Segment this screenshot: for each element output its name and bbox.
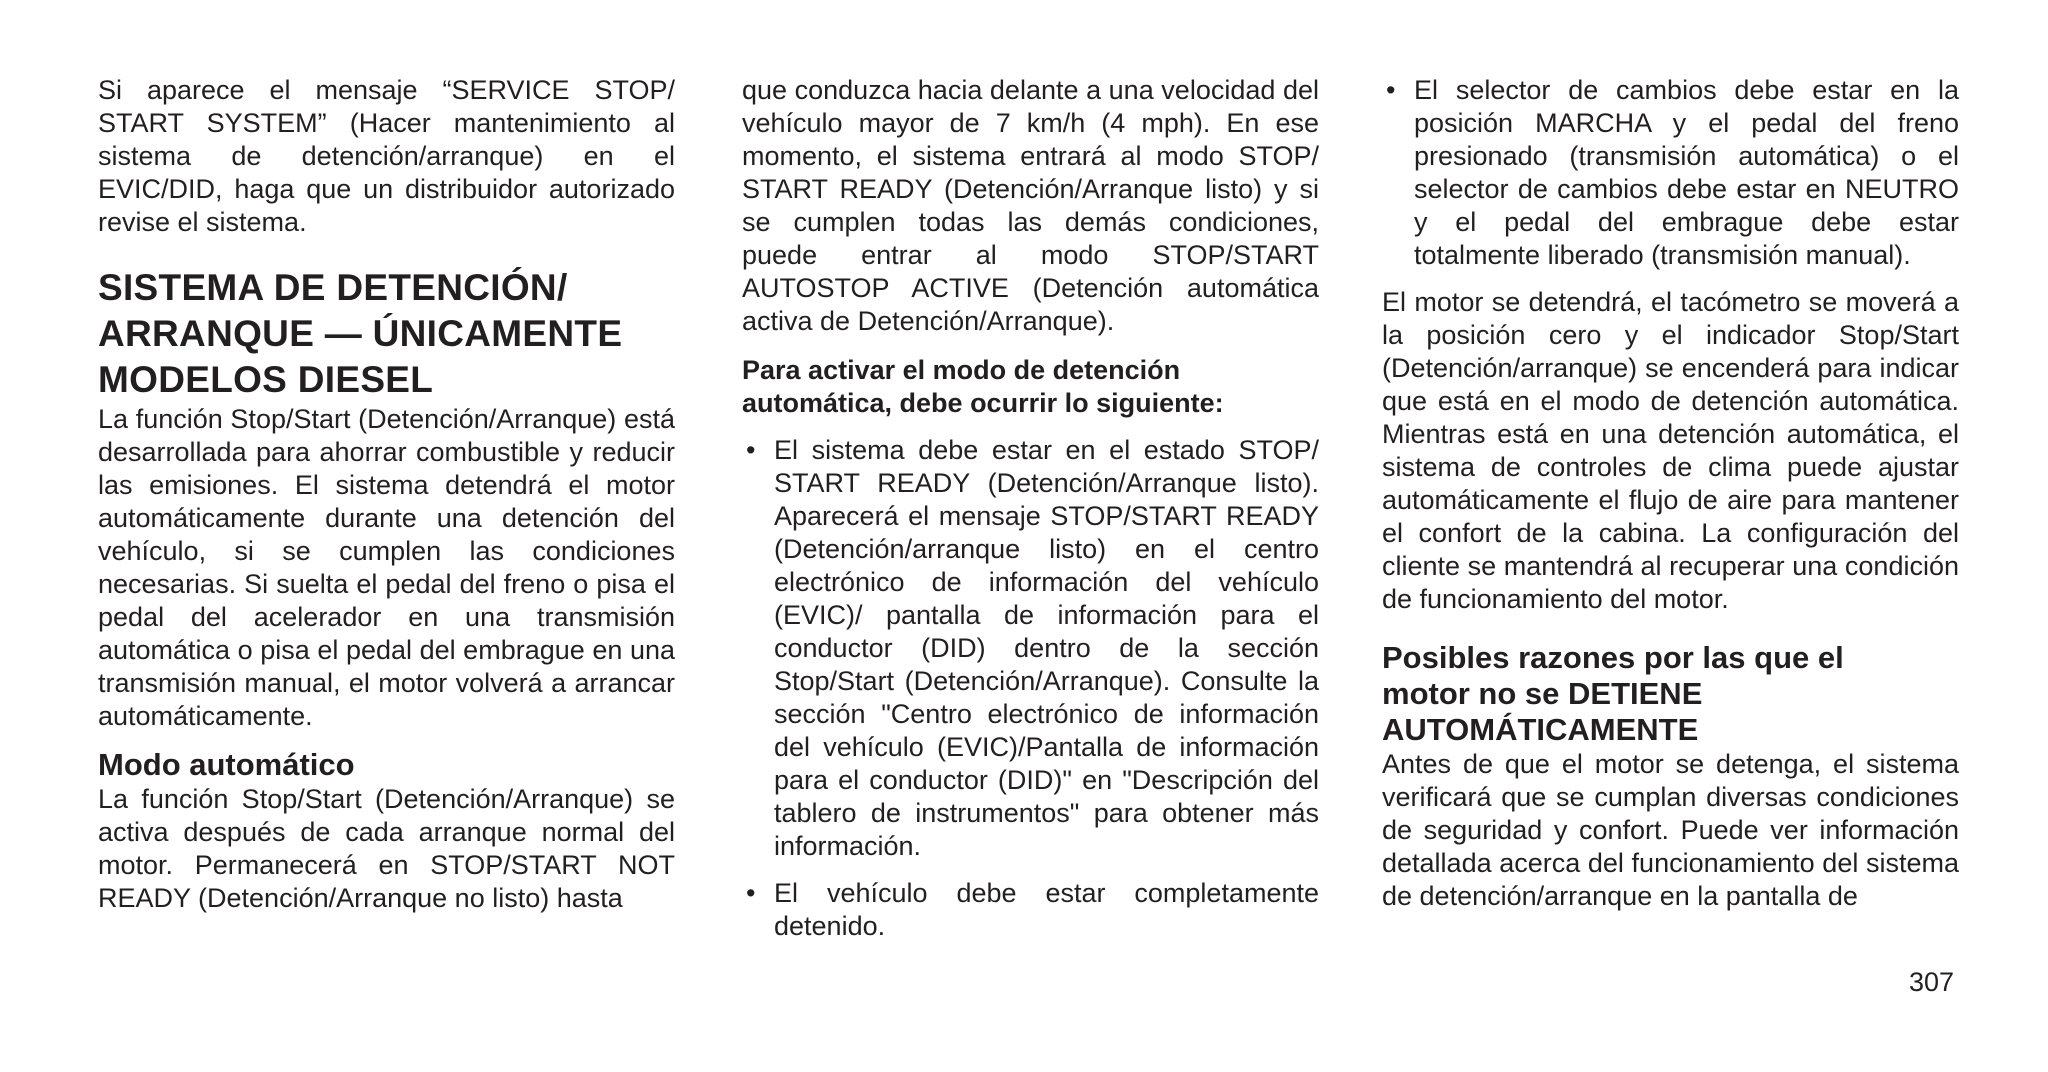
section-heading-line-3: MODELOS DIESEL — [98, 359, 434, 400]
reasons-heading-line-1: Posibles razones por las que el — [1382, 640, 1844, 675]
list-item — [742, 877, 1319, 943]
subsection-heading-reasons — [1382, 640, 1959, 748]
section-heading — [98, 265, 675, 403]
list-item-text: El vehículo debe estar completamente detenido. — [774, 878, 1319, 941]
auto-mode-paragraph: La función Stop/Start (Detención/Arranque) se activa después de cada arranque normal del motor. Permanecerá en STOP/START NOT READY (Detención/Arranque no listo) hasta — [98, 784, 675, 913]
reasons-heading-line-2: motor no se DETIENE — [1382, 676, 1703, 711]
conditions-list-continued — [1382, 74, 1959, 272]
section-heading-line-1: SISTEMA DE DETENCIÓN/ — [98, 267, 568, 308]
bullet-marker: • — [1386, 75, 1396, 105]
column-middle — [742, 74, 1319, 957]
page-number: 307 — [1908, 967, 1954, 997]
list-item — [1382, 74, 1959, 272]
list-item — [742, 434, 1319, 863]
intro-paragraph: Si aparece el mensaje “SERVICE STOP/ START SYSTEM” (Hacer mantenimiento al sistema de detención/arranque) en el EVIC/DID, haga que un distribuidor autorizado revise el sistema. — [98, 75, 675, 237]
conditions-lead: Para activar el modo de detención automática, debe ocurrir lo siguiente: — [742, 355, 1224, 418]
reasons-paragraph: Antes de que el motor se detenga, el sistema verificará que se cumplan diversas condiciones de seguridad y confort. Puede ver información detallada acerca del funcionamiento del sistema de detención/arranque en la pantalla de — [1382, 749, 1959, 911]
engine-stop-paragraph: El motor se detendrá, el tacómetro se moverá a la posición cero y el indicador Stop/Start (Detención/arranque) se encenderá para indicar que está en el modo de detención automática. Mientras está en una detención automática, el sistema de controles de clima puede ajustar automáticamente el flujo de aire para mantener el confort de la cabina. La configuración del cliente se mantendrá al recuperar una condición de funcionamiento del motor. — [1382, 287, 1959, 614]
conditions-list — [742, 434, 1319, 943]
bullet-marker: • — [746, 878, 756, 908]
column-right — [1382, 74, 1959, 925]
subsection-heading-auto-mode: Modo automático — [98, 747, 355, 782]
continuation-paragraph: que conduzca hacia delante a una velocidad del vehículo mayor de 7 km/h (4 mph). En ese momento, el sistema entrará al modo STOP/ START READY (Detención/Arranque listo) y si se cumplen todas las demás condiciones, puede entrar al modo STOP/START AUTOSTOP ACTIVE (Detención automática activa de Detención/Arranque). — [742, 75, 1319, 336]
list-item-text: El sistema debe estar en el estado STOP/ START READY (Detención/Arranque listo). Aparecerá el mensaje STOP/START READY (Detención/arranque listo) en el centro electrónico de información del vehículo (EVIC)/ pantalla de información para el conductor (DID) dentro de la sección Stop/Start (Detención/Arranque). Consulte la sección "Centro electrónico de información del vehículo (EVIC)/Pantalla de información para el conductor (DID)" en "Descripción del tablero de instrumentos" para obtener más información. — [774, 435, 1319, 861]
list-item-text: El selector de cambios debe estar en la posición MARCHA y el pedal del freno presionado (transmisión automática) o el selector de cambios debe estar en NEUTRO y el pedal del embrague debe estar totalmente liberado (transmisión manual). — [1414, 75, 1959, 270]
column-left — [98, 74, 675, 927]
description-paragraph: La función Stop/Start (Detención/Arranque) está desarrollada para ahorrar combustible y reducir las emisiones. El sistema detendrá el motor automáticamente durante una detención del vehículo, si se cumplen las condiciones necesarias. Si suelta el pedal del freno o pisa el pedal del acelerador en una transmisión automática o pisa el pedal del embrague en una transmisión manual, el motor volverá a arrancar automáticamente. — [98, 404, 675, 731]
section-heading-line-2: ARRANQUE — ÚNICAMENTE — [98, 313, 623, 354]
bullet-marker: • — [746, 435, 756, 465]
reasons-heading-line-3: AUTOMÁTICAMENTE — [1382, 712, 1699, 747]
